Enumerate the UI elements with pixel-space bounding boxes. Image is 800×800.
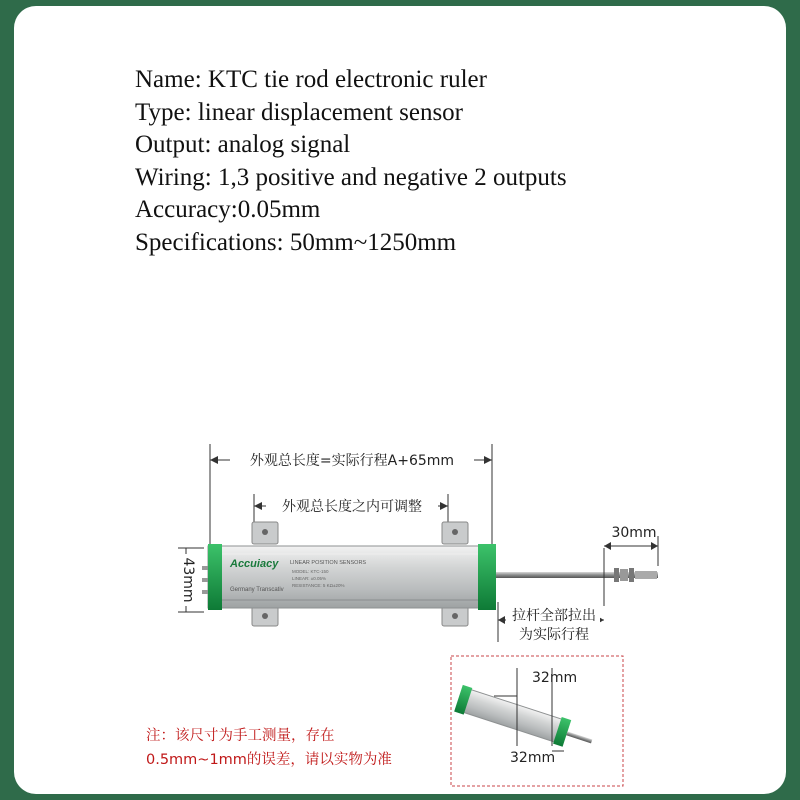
stroke-dimension <box>498 602 604 646</box>
plate-title: LINEAR POSITION SENSORS <box>290 560 367 566</box>
product-card <box>14 6 786 794</box>
height-label: 43mm <box>180 557 196 603</box>
total-length-label: 外观总长度=实际行程A+65mm <box>249 453 455 469</box>
measurement-note <box>146 724 392 772</box>
rod-length-label: 30mm <box>611 525 657 541</box>
sensor-body <box>208 544 496 610</box>
spec-wiring: Wiring: 1,3 positive and negative 2 outputs <box>135 163 567 191</box>
stroke-label-line-1: 拉杆全部拉出 <box>512 608 596 624</box>
height-dimension <box>168 548 204 612</box>
brand-sub: Germany Transcativ <box>230 587 284 593</box>
spec-specifications: Specifications: 50mm~1250mm <box>135 228 457 256</box>
inset-width-label: 32mm <box>532 670 578 686</box>
left-end-cap <box>208 544 222 610</box>
note-line-2: 0.5mm~1mm的误差，请以实物为准 <box>146 752 392 768</box>
stroke-label-line-2: 为实际行程 <box>519 627 589 643</box>
spec-accuracy: Accuracy:0.05mm <box>135 196 321 223</box>
adjustable-label: 外观总长度之内可调整 <box>282 499 422 515</box>
sensor-diagram <box>14 6 786 794</box>
plate-line-1: MODEL: KTC-150 <box>292 569 329 574</box>
plate-line-3: RESISTANCE: 5 KΩ±20% <box>292 583 345 588</box>
mounting-clamp-top-right <box>442 522 468 544</box>
spec-type: Type: linear displacement sensor <box>135 98 464 126</box>
mounting-clamp-top-left <box>252 522 278 544</box>
inset-height-label: 32mm <box>510 750 556 766</box>
plate-line-2: LINEAR: ±0.05% <box>292 576 326 581</box>
push-rod <box>496 568 658 582</box>
spec-name: Name: KTC tie rod electronic ruler <box>135 66 487 93</box>
right-end-cap <box>478 544 496 610</box>
note-line-1: 注：该尺寸为手工测量，存在 <box>146 728 335 744</box>
adjustable-dimension <box>254 494 448 526</box>
rod-length-dimension <box>604 522 658 606</box>
inset-view <box>451 656 623 786</box>
brand-logo: Accuiacy <box>230 558 279 570</box>
spec-output: Output: analog signal <box>135 131 351 158</box>
